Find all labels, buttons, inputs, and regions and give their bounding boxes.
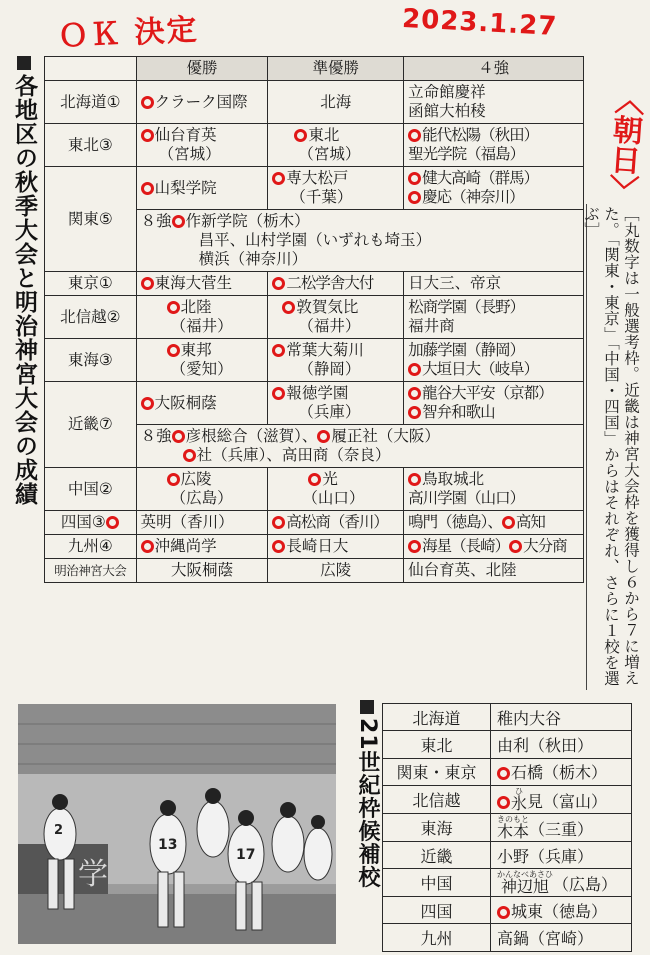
candidates-title: 21世紀枠候補校 xyxy=(352,700,383,889)
school-name: 稚内大谷 xyxy=(497,708,562,728)
best4-cell: 立命館慶祥 函館大柏稜 xyxy=(404,81,584,124)
table-row xyxy=(383,813,632,841)
best8-cell: ８強 彦根総合（滋賀）、 履正社（大阪） 社（兵庫）、高田商（奈良） xyxy=(136,425,583,468)
winner-cell: 東海大菅生 xyxy=(136,272,268,296)
red-circle-mark-icon xyxy=(509,540,522,553)
table-row xyxy=(383,841,632,868)
runner-up-cell: 常葉大菊川 （静岡） xyxy=(268,339,404,382)
handwritten-date: 2023.1.27 xyxy=(401,3,559,43)
runner-up-cell: 敦賀気比 （福井） xyxy=(268,296,404,339)
candidate-school xyxy=(491,785,632,813)
runner-up-cell: 北海 xyxy=(268,81,404,124)
region-label: 北信越② xyxy=(45,296,137,339)
region-label: 近畿⑦ xyxy=(45,382,137,468)
candidate-region: 近畿 xyxy=(383,841,491,868)
red-circle-mark-icon xyxy=(272,540,285,553)
red-circle-mark-icon xyxy=(408,387,421,400)
runner-up-cell: 高松商（香川） xyxy=(268,511,404,535)
winner-cell: 北陸 （福井） xyxy=(136,296,268,339)
table-row-meiji-jingu xyxy=(45,559,584,583)
candidate-region: 九州 xyxy=(383,924,491,951)
best4-cell: 海星（長崎） 大分商 xyxy=(404,535,584,559)
team-celebration-photo xyxy=(18,704,336,944)
school-name: 小野（兵庫） xyxy=(497,846,594,866)
red-circle-mark-icon xyxy=(167,344,180,357)
furigana-reading: きのもと xyxy=(497,814,529,824)
school-name-rest: （三重） xyxy=(529,819,594,839)
red-circle-mark-icon xyxy=(408,363,421,376)
winner-cell: クラーク国際 xyxy=(136,81,268,124)
furigana-base: 神辺旭 xyxy=(500,877,549,897)
candidate-region: 中国 xyxy=(383,869,491,897)
candidate-school xyxy=(491,869,632,897)
candidate-school xyxy=(491,897,632,924)
best4-cell: 能代松陽（秋田） 聖光学院（福島） xyxy=(404,124,584,167)
table-row-tokai xyxy=(45,339,584,382)
red-circle-mark-icon xyxy=(308,473,321,486)
furigana-base: 氷 xyxy=(511,793,528,813)
red-circle-mark-icon xyxy=(408,191,421,204)
candidate-school xyxy=(491,841,632,868)
red-circle-mark-icon xyxy=(272,516,285,529)
runner-up-cell: 長崎日大 xyxy=(268,535,404,559)
region-label: 東海③ xyxy=(45,339,137,382)
banner-text: 学 xyxy=(78,857,108,892)
region-label: 中国② xyxy=(45,468,137,511)
best4-cell: 鳴門（徳島）、 高知 xyxy=(404,511,584,535)
best4-cell: 健大高崎（群馬） 慶応（神奈川） xyxy=(404,167,584,210)
table-row-chugoku xyxy=(45,468,584,511)
header-best4: ４強 xyxy=(404,57,584,81)
red-circle-mark-icon xyxy=(408,473,421,486)
jersey-number: 2 xyxy=(54,823,64,838)
furigana-reading: ひ xyxy=(515,786,523,796)
candidate-region: 東北 xyxy=(383,731,491,758)
table-row-kyushu xyxy=(45,535,584,559)
red-circle-mark-icon xyxy=(317,430,330,443)
results-title: 各地区の秋季大会と明治神宮大会の成績 xyxy=(8,56,41,506)
red-circle-mark-icon xyxy=(167,473,180,486)
region-label: 関東⑤ xyxy=(45,167,137,272)
red-circle-mark-icon xyxy=(497,796,510,809)
red-circle-mark-icon xyxy=(282,301,295,314)
red-circle-mark-icon xyxy=(272,277,285,290)
table-row xyxy=(383,785,632,813)
jersey-number: 17 xyxy=(236,847,256,863)
region-label: 東北③ xyxy=(45,124,137,167)
furigana-group xyxy=(511,787,527,812)
winner-cell: 仙台育英 （宮城） xyxy=(136,124,268,167)
candidate-region: 四国 xyxy=(383,897,491,924)
red-circle-mark-icon xyxy=(141,277,154,290)
jersey-number: 13 xyxy=(158,837,178,853)
candidate-school xyxy=(491,731,632,758)
runner-up-cell: 東北 （宮城） xyxy=(268,124,404,167)
candidate-region: 関東・東京 xyxy=(383,758,491,785)
table-row xyxy=(383,924,632,951)
header-row xyxy=(45,57,584,81)
red-circle-mark-icon xyxy=(172,430,185,443)
red-circle-mark-icon xyxy=(141,129,154,142)
red-circle-mark-icon xyxy=(141,540,154,553)
red-circle-mark-icon xyxy=(497,906,510,919)
region-label: 四国③ xyxy=(45,511,137,535)
school-name: 高鍋（宮崎） xyxy=(497,929,594,949)
table-row-hokkaido xyxy=(45,81,584,124)
candidates-table xyxy=(382,703,632,952)
candidate-region: 北海道 xyxy=(383,704,491,731)
red-circle-mark-icon xyxy=(272,344,285,357)
candidate-school xyxy=(491,813,632,841)
red-circle-mark-icon xyxy=(167,301,180,314)
table-row-kinki xyxy=(45,382,584,425)
red-circle-mark-icon xyxy=(272,387,285,400)
table-row xyxy=(383,869,632,897)
candidate-region: 東海 xyxy=(383,813,491,841)
best4-cell: 加藤学園（静岡） 大垣日大（岐阜） xyxy=(404,339,584,382)
best4-cell: 龍谷大平安（京都） 智弁和歌山 xyxy=(404,382,584,425)
region-label: 東京① xyxy=(45,272,137,296)
red-circle-mark-icon xyxy=(172,215,185,228)
table-row-shikoku xyxy=(45,511,584,535)
furigana-reading: かんなべあさひ xyxy=(497,870,553,880)
red-circle-mark-icon xyxy=(141,397,154,410)
region-label: 北海道① xyxy=(45,81,137,124)
candidate-school xyxy=(491,704,632,731)
runner-up-cell: 光 （山口） xyxy=(268,468,404,511)
school-name: 城東（徳島） xyxy=(511,901,608,921)
red-circle-mark-icon xyxy=(141,182,154,195)
furigana-base: 木本 xyxy=(497,821,530,841)
table-row xyxy=(383,758,632,785)
winner-cell: 東邦 （愛知） xyxy=(136,339,268,382)
runner-up-cell: 二松学舎大付 xyxy=(268,272,404,296)
handwritten-ok-note: ＯＫ 決定 xyxy=(57,12,200,55)
runner-up-cell: 広陵 xyxy=(268,559,404,583)
red-circle-mark-icon xyxy=(502,516,515,529)
table-row-kanto xyxy=(45,167,584,210)
school-name: 石橋（栃木） xyxy=(511,763,608,783)
school-name-rest: 見（富山） xyxy=(527,791,608,811)
winner-cell: 大阪桐蔭 xyxy=(136,382,268,425)
red-circle-mark-icon xyxy=(106,516,119,529)
runner-up-cell: 専大松戸 （千葉） xyxy=(268,167,404,210)
winner-cell: 山梨学院 xyxy=(136,167,268,210)
table-row xyxy=(383,731,632,758)
red-circle-mark-icon xyxy=(408,172,421,185)
table-row xyxy=(383,704,632,731)
table-row-hokushinetsu xyxy=(45,296,584,339)
header-runner-up: 準優勝 xyxy=(268,57,404,81)
region-label: 九州④ xyxy=(45,535,137,559)
handwritten-newspaper-name: 〈朝日〉 xyxy=(601,83,646,206)
header-blank xyxy=(45,57,137,81)
table-row xyxy=(383,897,632,924)
best4-cell: 鳥取城北 高川学園（山口） xyxy=(404,468,584,511)
red-circle-mark-icon xyxy=(141,96,154,109)
school-name-rest: （広島） xyxy=(553,875,618,895)
runner-up-cell: 報徳学園 （兵庫） xyxy=(268,382,404,425)
red-circle-mark-icon xyxy=(408,406,421,419)
table-row-tohoku xyxy=(45,124,584,167)
candidate-region: 北信越 xyxy=(383,785,491,813)
candidate-school xyxy=(491,758,632,785)
table-row-tokyo xyxy=(45,272,584,296)
best8-cell: ８強 作新学院（栃木） 昌平、山村学園（いずれも埼玉） 横浜（神奈川） xyxy=(136,210,583,272)
furigana-group xyxy=(497,870,553,895)
red-circle-mark-icon xyxy=(183,449,196,462)
red-circle-mark-icon xyxy=(272,172,285,185)
winner-cell: 大阪桐蔭 xyxy=(136,559,268,583)
selection-note: ［丸数字は一般選考枠。近畿は神宮大会枠を獲得し６から７に増えた。「関東・東京」「中国・四国」からはそれぞれ、さらに１校を選ぶ］ xyxy=(586,204,644,690)
best4-cell: 仙台育英、北陸 xyxy=(404,559,584,583)
candidate-school xyxy=(491,924,632,951)
red-circle-mark-icon xyxy=(408,540,421,553)
results-table xyxy=(44,56,584,583)
best4-cell: 日大三、帝京 xyxy=(404,272,584,296)
furigana-group xyxy=(497,815,529,840)
red-circle-mark-icon xyxy=(294,129,307,142)
school-name: 由利（秋田） xyxy=(497,735,594,755)
best4-cell: 松商学園（長野） 福井商 xyxy=(404,296,584,339)
winner-cell: 広陵 （広島） xyxy=(136,468,268,511)
region-label: 明治神宮大会 xyxy=(45,559,137,583)
winner-cell: 沖縄尚学 xyxy=(136,535,268,559)
red-circle-mark-icon xyxy=(408,129,421,142)
red-circle-mark-icon xyxy=(497,767,510,780)
photo-illustration xyxy=(18,704,336,944)
winner-cell: 英明（香川） xyxy=(136,511,268,535)
header-winner: 優勝 xyxy=(136,57,268,81)
